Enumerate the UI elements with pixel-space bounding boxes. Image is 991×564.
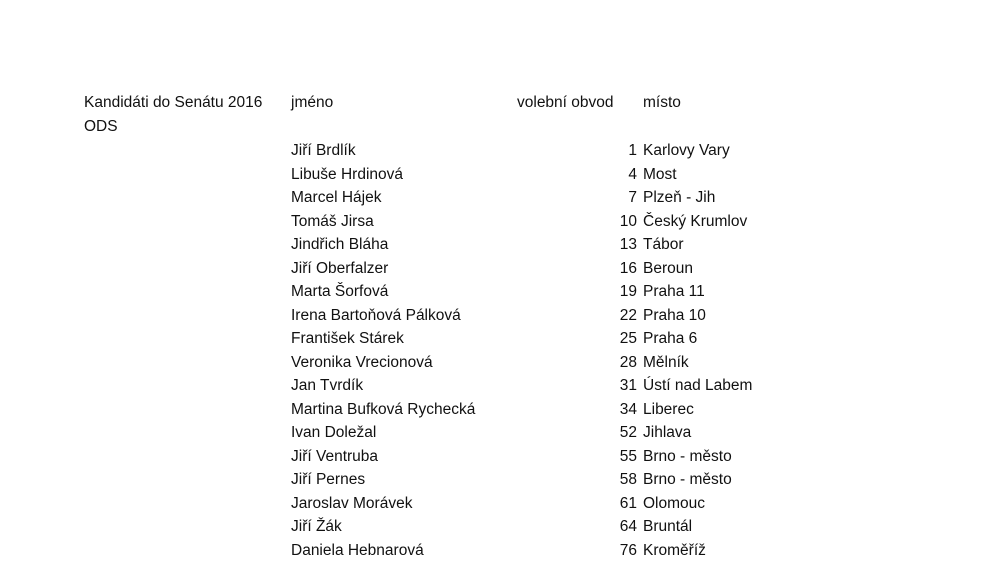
table-row <box>0 447 991 471</box>
district-number: 64 <box>580 517 637 537</box>
district-number: 22 <box>580 306 637 326</box>
candidate-name: Jiří Žák <box>291 517 342 537</box>
candidate-name: Jiří Oberfalzer <box>291 259 388 279</box>
district-number: 25 <box>580 329 637 349</box>
district-place: Jihlava <box>643 423 691 443</box>
table-row <box>0 306 991 330</box>
candidate-name: Marta Šorfová <box>291 282 388 302</box>
candidate-name: Irena Bartoňová Pálková <box>291 306 461 326</box>
district-number: 58 <box>580 470 637 490</box>
district-place: Bruntál <box>643 517 692 537</box>
candidate-name: František Stárek <box>291 329 404 349</box>
candidate-name: Tomáš Jirsa <box>291 212 374 232</box>
candidate-name: Jiří Pernes <box>291 470 365 490</box>
table-row <box>0 141 991 165</box>
district-number: 13 <box>580 235 637 255</box>
candidate-name: Jaroslav Morávek <box>291 494 412 514</box>
table-row <box>0 329 991 353</box>
table-row <box>0 235 991 259</box>
district-place: Beroun <box>643 259 693 279</box>
district-number: 7 <box>580 188 637 208</box>
candidate-name: Jiří Ventruba <box>291 447 378 467</box>
table-row <box>0 400 991 424</box>
candidate-name: Jindřich Bláha <box>291 235 388 255</box>
table-row <box>0 353 991 377</box>
table-row <box>0 470 991 494</box>
district-place: Olomouc <box>643 494 705 514</box>
table-row <box>0 494 991 518</box>
district-number: 31 <box>580 376 637 396</box>
district-number: 34 <box>580 400 637 420</box>
district-number: 4 <box>580 165 637 185</box>
district-number: 76 <box>580 541 637 561</box>
candidate-name: Ivan Doležal <box>291 423 376 443</box>
table-row <box>0 376 991 400</box>
candidate-name: Marcel Hájek <box>291 188 381 208</box>
table-row <box>0 423 991 447</box>
candidate-list <box>0 141 991 564</box>
district-number: 1 <box>580 141 637 161</box>
district-place: Mělník <box>643 353 689 373</box>
district-number: 10 <box>580 212 637 232</box>
party-label: ODS <box>84 117 118 137</box>
candidate-name: Jan Tvrdík <box>291 376 363 396</box>
district-number: 52 <box>580 423 637 443</box>
candidate-name: Jiří Brdlík <box>291 141 356 161</box>
column-header-district: volební obvod <box>517 93 614 113</box>
table-row <box>0 282 991 306</box>
table-row <box>0 188 991 212</box>
column-header-name: jméno <box>291 93 333 113</box>
candidate-name: Martina Bufková Rychecká <box>291 400 475 420</box>
district-place: Liberec <box>643 400 694 420</box>
district-place: Kroměříž <box>643 541 706 561</box>
district-place: Ústí nad Labem <box>643 376 752 396</box>
candidate-name: Veronika Vrecionová <box>291 353 433 373</box>
district-number: 16 <box>580 259 637 279</box>
district-place: Karlovy Vary <box>643 141 730 161</box>
sheet-title: Kandidáti do Senátu 2016 <box>84 93 262 113</box>
district-number: 19 <box>580 282 637 302</box>
district-place: Praha 6 <box>643 329 697 349</box>
district-place: Praha 10 <box>643 306 706 326</box>
district-place: Plzeň - Jih <box>643 188 715 208</box>
table-row <box>0 541 991 564</box>
table-row <box>0 165 991 189</box>
district-number: 61 <box>580 494 637 514</box>
district-place: Tábor <box>643 235 684 255</box>
district-number: 55 <box>580 447 637 467</box>
district-number: 28 <box>580 353 637 373</box>
district-place: Brno - město <box>643 470 732 490</box>
table-row <box>0 259 991 283</box>
candidate-name: Daniela Hebnarová <box>291 541 424 561</box>
district-place: Český Krumlov <box>643 212 747 232</box>
table-row <box>0 212 991 236</box>
district-place: Brno - město <box>643 447 732 467</box>
district-place: Praha 11 <box>643 282 705 302</box>
district-place: Most <box>643 165 677 185</box>
candidate-name: Libuše Hrdinová <box>291 165 403 185</box>
table-row <box>0 517 991 541</box>
column-header-place: místo <box>643 93 681 113</box>
